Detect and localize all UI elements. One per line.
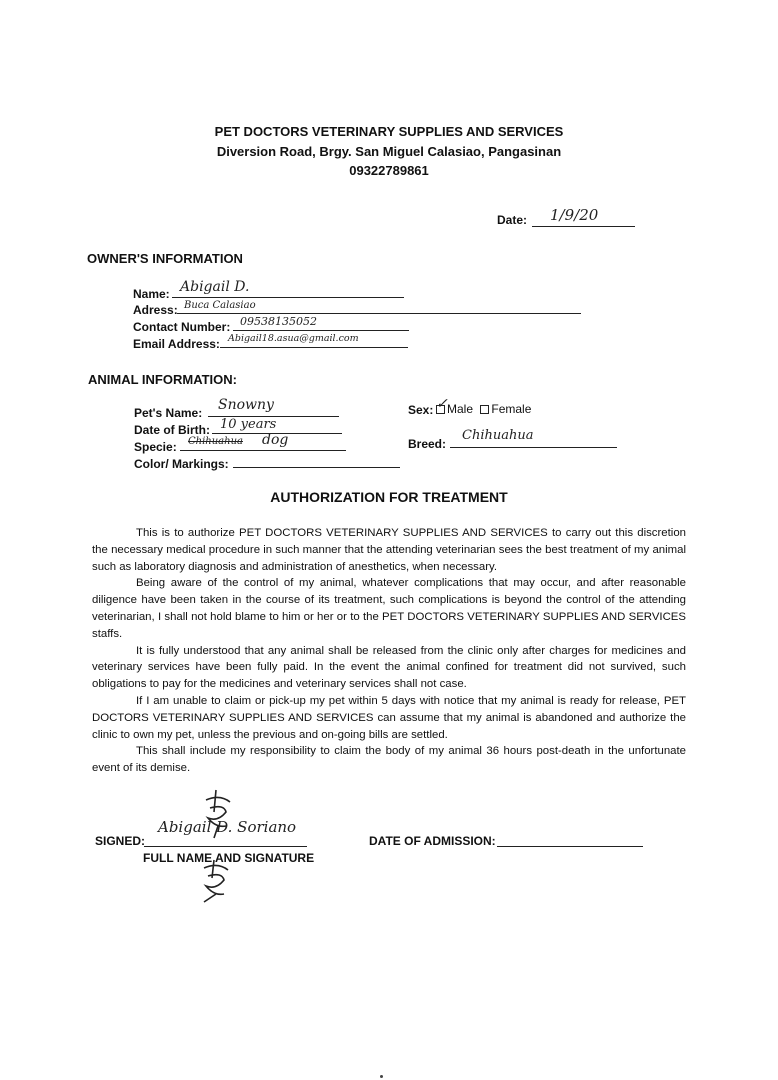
breed-value[interactable]: Chihuahua xyxy=(462,428,534,443)
authorization-paragraph: This is to authorize PET DOCTORS VETERINARY SUPPLIES AND SERVICES to carry out this discretion the necessary medical procedure in such manner that the attending veterinarian sees the best treatment of my animal such as laboratory diagnosis and administration of anesthetics, when necessary. xyxy=(92,527,686,573)
signature-caption: FULL NAME AND SIGNATURE xyxy=(143,851,315,865)
signature-flourish-top xyxy=(196,788,242,840)
scan-speck xyxy=(380,1075,383,1078)
owner-address-value[interactable]: Buca Calasiao xyxy=(184,300,256,311)
authorization-title: AUTHORIZATION FOR TREATMENT xyxy=(270,489,508,505)
pet-name-label: Pet's Name: xyxy=(134,406,203,420)
business-phone: 09322789861 xyxy=(349,163,429,178)
dob-value[interactable]: 10 years xyxy=(220,417,277,432)
owner-contact-line xyxy=(233,330,409,331)
owner-address-line xyxy=(177,313,581,314)
owner-address-label: Adress: xyxy=(133,303,178,317)
male-check-mark: ✓ xyxy=(436,396,448,412)
owner-email-line xyxy=(220,347,408,348)
date-line xyxy=(532,226,635,227)
specie-struck-value: Chihuahua xyxy=(188,436,243,447)
signature-flourish-bottom xyxy=(196,858,242,904)
signature-line xyxy=(144,846,307,847)
female-checkbox[interactable] xyxy=(480,405,489,414)
date-value[interactable]: 1/9/20 xyxy=(550,206,599,224)
sex-female-label: Female xyxy=(491,402,532,416)
owner-section-title: OWNER'S INFORMATION xyxy=(87,251,243,266)
color-label: Color/ Markings: xyxy=(134,457,229,471)
dob-label: Date of Birth: xyxy=(134,423,210,437)
owner-name-value[interactable]: Abigail D. xyxy=(180,279,250,295)
pet-name-value[interactable]: Snowny xyxy=(218,397,274,413)
business-name: PET DOCTORS VETERINARY SUPPLIES AND SERVICES xyxy=(214,124,564,139)
signed-value[interactable]: Abigail D. Soriano xyxy=(158,818,297,836)
owner-contact-label: Contact Number: xyxy=(133,320,231,334)
business-address: Diversion Road, Brgy. San Miguel Calasiao, Pangasinan xyxy=(216,144,562,159)
authorization-paragraph: Being aware of the control of my animal, whatever complications that may occur, and after reasonable diligence have been taken in the course of its treatment, such complications is beyond the control of the attending veterinarian, I shall not hold blame to him or her or to the PET DOCTORS VETERINARY SUPPLIES AND SERVICES staffs. xyxy=(92,577,686,640)
date-label: Date: xyxy=(497,213,528,227)
authorization-paragraph: It is fully understood that any animal shall be released from the clinic only after charges for medicines and veterinary services have been fully paid. In the event the animal confined for treatment did not survived, such obligations to pay for the medicines and veterinary services shall not case. xyxy=(92,644,686,691)
date-admission-line[interactable] xyxy=(497,846,643,847)
authorization-paragraph: If I am unable to claim or pick-up my pet within 5 days with notice that my animal is ready for release, PET DOCTORS VETERINARY SUPPLIES AND SERVICES can assume that my animal is abandoned and authorize the clinic to own my pet, unless the previous and on-going bills are settled. xyxy=(92,694,686,741)
breed-line xyxy=(450,447,617,448)
specie-label: Specie: xyxy=(134,440,177,454)
sex-label: Sex: xyxy=(408,403,434,417)
color-line xyxy=(233,467,400,468)
date-admission-label: DATE OF ADMISSION: xyxy=(369,834,496,848)
breed-label: Breed: xyxy=(408,437,447,451)
authorization-paragraph: This shall include my responsibility to claim the body of my animal 36 hours post-death in the unfortunate event of its demise. xyxy=(92,745,686,775)
sex-male-label: Male xyxy=(447,402,474,416)
owner-name-line xyxy=(172,297,404,298)
signed-label: SIGNED: xyxy=(95,834,146,848)
animal-section-title: ANIMAL INFORMATION: xyxy=(88,372,237,387)
specie-value[interactable]: dog xyxy=(262,432,289,448)
owner-name-label: Name: xyxy=(133,287,170,301)
owner-contact-value[interactable]: 09538135052 xyxy=(240,315,317,328)
authorization-body xyxy=(92,525,686,777)
owner-email-label: Email Address: xyxy=(133,337,220,351)
owner-email-value[interactable]: Abigail18.asua@gmail.com xyxy=(228,333,359,344)
specie-line xyxy=(180,450,346,451)
sex-options xyxy=(436,402,531,416)
